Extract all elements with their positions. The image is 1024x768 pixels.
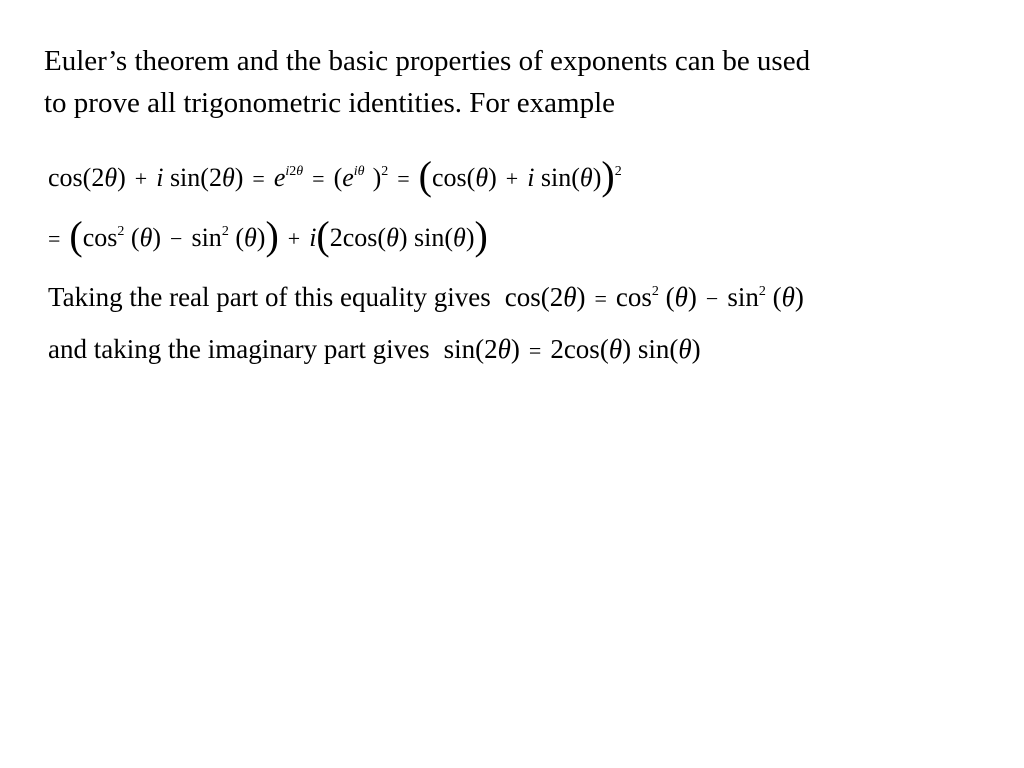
- intro-line-2: to prove all trigonometric identities. For example: [44, 87, 615, 119]
- imaginary-part-line: [48, 334, 701, 365]
- imaginary-part-formula: sin(2θ) = 2cos(θ) sin(θ): [443, 334, 701, 364]
- intro-line-1: Euler’s theorem and the basic properties of exponents can be used: [44, 45, 811, 77]
- imaginary-part-text: and taking the imaginary part gives: [48, 334, 430, 364]
- real-part-formula: $\cos(2\theta) = \cos^2 (\theta) - \sin^2 (\theta)$: [504, 282, 804, 312]
- equation-line-1: cos(2θ) + i $\sin(2\theta) = e^{i2\theta} = (e^{i\theta}$ )$^2$ = (cos(θ) + i sin(θ))$^2$: [48, 153, 622, 198]
- real-part-text: Taking the real part of this equality gives: [48, 282, 491, 312]
- equation-line-2: = ($\cos^2$ $(\theta) - \sin^2 (\theta)) + i(2\cos(\theta)$ sin(θ)): [48, 213, 488, 258]
- intro-paragraph: [44, 40, 1004, 124]
- real-part-line: [48, 282, 804, 313]
